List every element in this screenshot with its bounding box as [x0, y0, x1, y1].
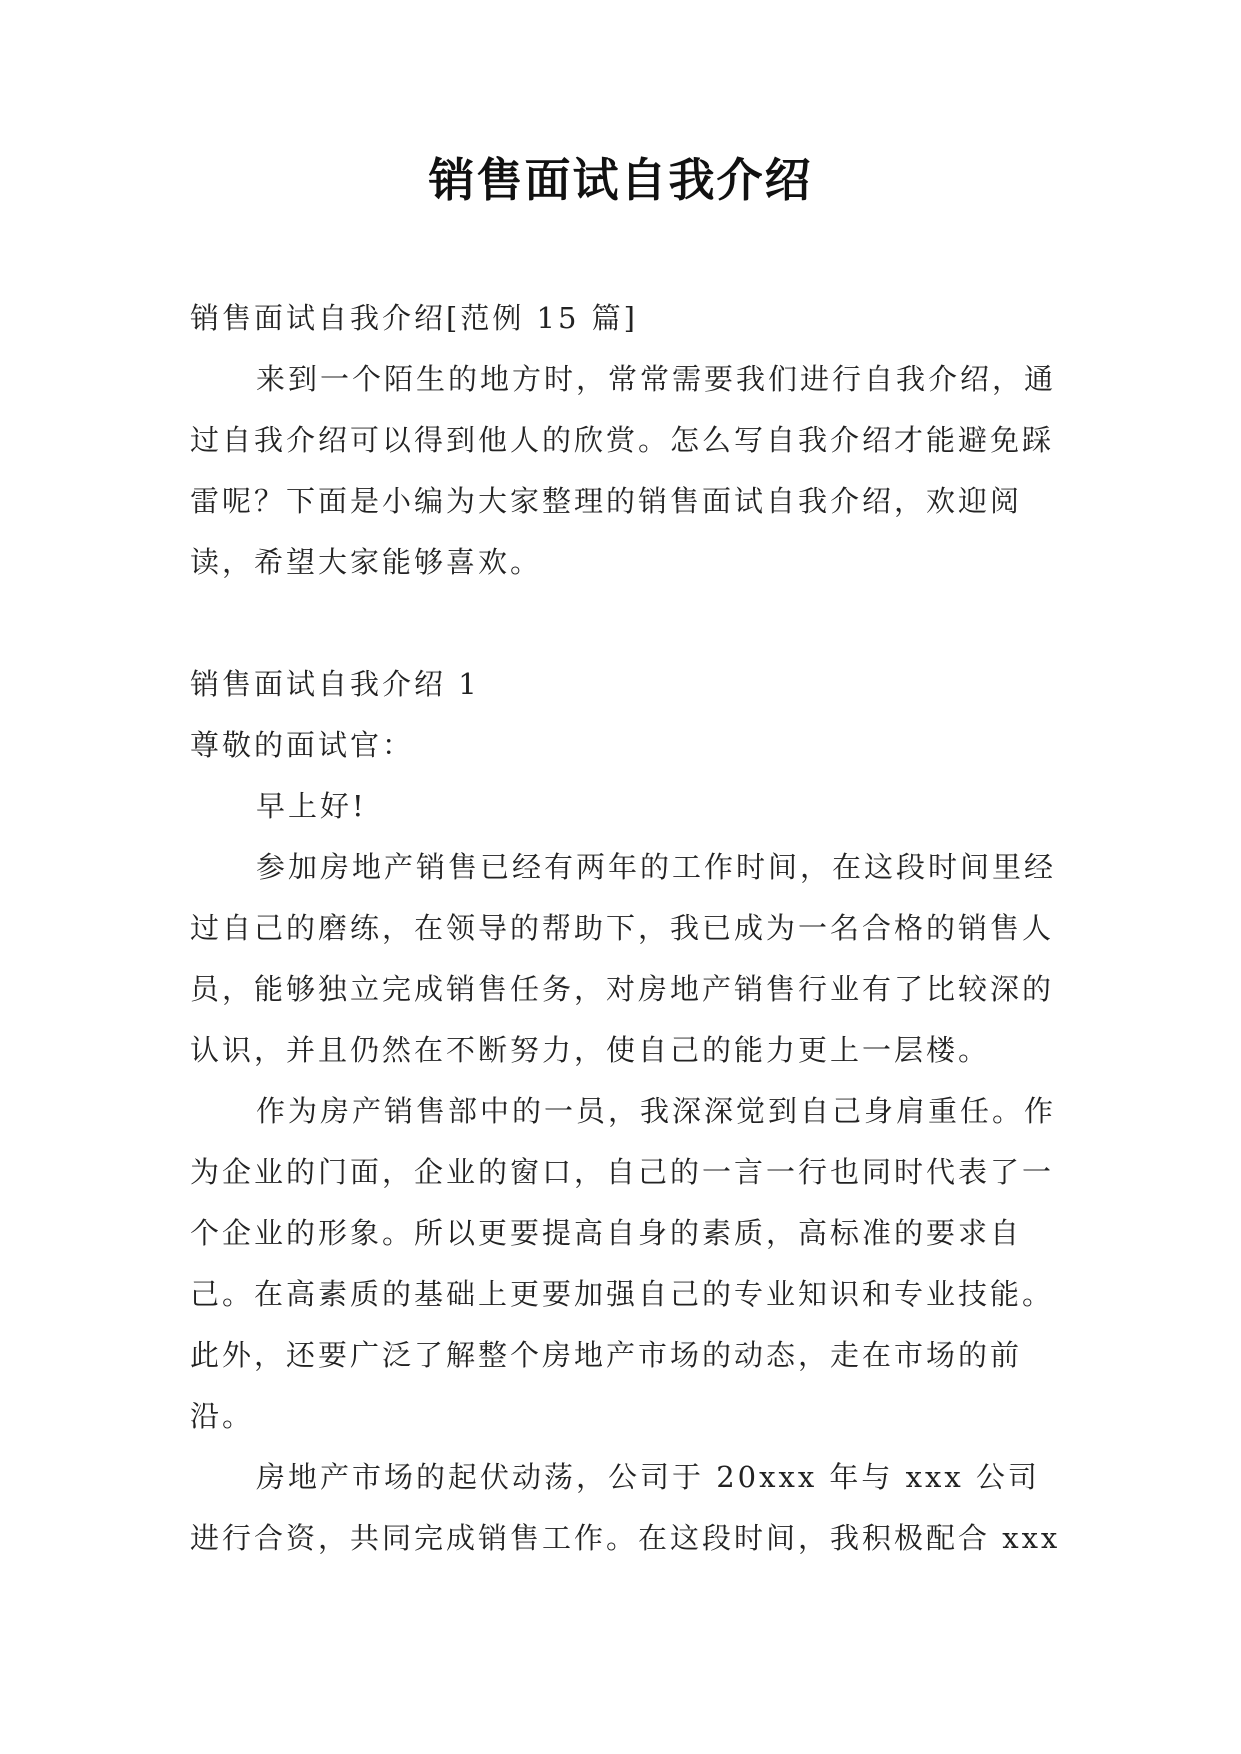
greeting: 早上好!: [256, 789, 367, 823]
body-paragraph: 房地产市场的起伏动荡，公司于 20xxx 年与 xxx 公司进行合资，共同完成销售工作。在这段时间，我积极配合 xxx: [190, 1460, 1061, 1555]
salutation: 尊敬的面试官：: [190, 728, 415, 762]
document-body: [190, 288, 1070, 1569]
intro-paragraph: 来到一个陌生的地方时，常常需要我们进行自我介绍，通过自我介绍可以得到他人的欣赏。怎么写自我介绍才能避免踩雷呢？下面是小编为大家整理的销售面试自我介绍，欢迎阅读，希望大家能够喜欢。: [190, 362, 1057, 579]
document-subtitle: 销售面试自我介绍[范例 15 篇]: [190, 301, 638, 335]
section-heading: 销售面试自我介绍 1: [190, 667, 480, 701]
body-paragraph: 作为房产销售部中的一员，我深深觉到自己身肩重任。作为企业的门面，企业的窗口，自己的一言一行也同时代表了一个企业的形象。所以更要提高自身的素质，高标准的要求自己。在高素质的基础上更要加强自己的专业知识和专业技能。此外，还要广泛了解整个房地产市场的动态，走在市场的前沿。: [190, 1094, 1057, 1433]
document-title: 销售面试自我介绍: [428, 153, 813, 207]
body-paragraph: 参加房地产销售已经有两年的工作时间，在这段时间里经过自己的磨练，在领导的帮助下，我已成为一名合格的销售人员，能够独立完成销售任务，对房地产销售行业有了比较深的认识，并且仍然在不断努力，使自己的能力更上一层楼。: [190, 850, 1057, 1067]
